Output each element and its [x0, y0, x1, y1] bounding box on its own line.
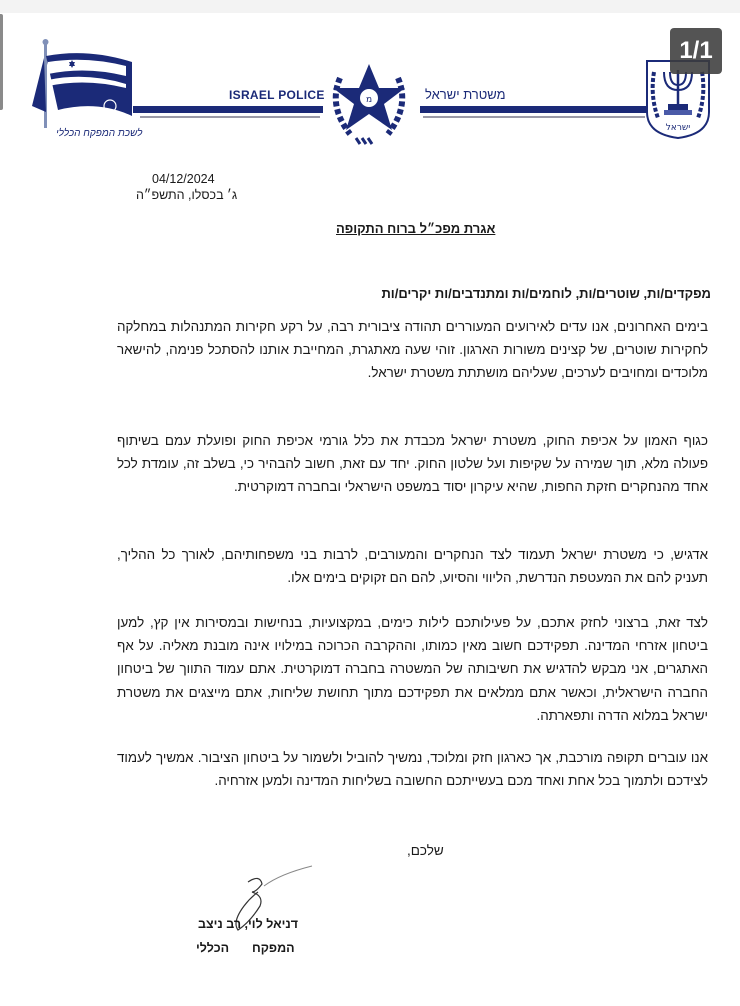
signatory-title-2: הכללי [196, 941, 230, 955]
paragraph-4: לצד זאת, ברצוני לחזק אתכם, על פעילותכם לילות כימים, במקצועיות, בנחישות ובמסירות אין קץ, למען ביטחון אזרחי המדינה. תפקידכם חשוב מאין כמותו, וההקרבה הכרוכה במילויו אינה מובנת מאליה. על אף האתגרים, אני מבקש להדגיש את חשיבותה של המשטרה בחברה דמוקרטית. אתם עמוד התווך של ביטחון החברה הישראלית, וכאשר אתם ממלאים את תפקידכם מתוך תחושת שליחות, אתם מייצגים את משטרת ישראל במלוא הדרה ותפארתה. [117, 615, 708, 723]
paragraph-5: אנו עוברים תקופה מורכבת, אך כארגון חזק ומלוכד, נמשיך להוביל ולשמור על ביטחון הציבור. אמשיך לעמוד לצידכם ולתמוך בכל אחת ואחד מכם בעשייתכם החשובה בשליחות המדינה ולמען אזרחיה. [117, 750, 708, 789]
svg-text:ישראל: ישראל [665, 123, 691, 133]
org-name-en: ISRAEL POLICE [229, 88, 325, 102]
page-counter: 1/1 [670, 28, 722, 74]
police-badge-icon [326, 58, 412, 148]
letterhead-rule-left [133, 106, 323, 113]
closing: שלכם, [407, 843, 444, 858]
date-hebrew: ג׳ בכסלו, התשפ״ה [136, 188, 238, 202]
letterhead-subrule-right [423, 116, 645, 118]
letterhead-rule-right [420, 106, 650, 113]
letterhead-subrule-left [140, 116, 320, 118]
letter-title: אגרת מפכ״ל ברוח התקופה [336, 221, 496, 236]
viewer-top-bar [0, 0, 740, 13]
flag-logo-icon [28, 36, 136, 130]
signatory-title-1: המפקח [252, 941, 295, 955]
viewer-prev-edge[interactable] [0, 14, 3, 110]
paragraph-1: בימים האחרונים, אנו עדים לאירועים המעוררים תהודה ציבורית רבה, על רקע חקירות המתנהלות במחלקה לחקירות שוטרים, של קצינים משורות הארגון. זוהי שעה מאתגרת, המחייבת אותנו להסתכל פנימה, להישאר מלוכדים ומחויבים לערכים, שעליהם מושתתת משטרת ישראל. [117, 319, 708, 381]
office-label: לשכת המפקח הכללי [56, 128, 143, 139]
paragraph-3: אדגיש, כי משטרת ישראל תעמוד לצד הנחקרים והמעורבים, לרבות בני משפחותיהם, לאורך כל ההליך, תעניק להם את המעטפת הנדרשת, הליווי והסיוע, להם הם זקוקים בימים אלו. [117, 547, 708, 586]
salutation: מפקדים/ות, שוטרים/ות, לוחמים/ות ומתנדבים/ות יקרים/ות [381, 286, 711, 301]
date-gregorian: 04/12/2024 [152, 172, 215, 186]
org-name-he: משטרת ישראל [425, 87, 506, 102]
signatory-name: דניאל לוי, רב ניצב [198, 917, 299, 931]
paragraph-2: כגוף האמון על אכיפת החוק, משטרת ישראל מכבדת את כלל גורמי אכיפת החוק ופועלת עמם בשיתוף פעולה מלא, תוך שמירה על שקיפות ועל שלטון החוק. יחד עם זאת, חשוב להבהיר כי, בשלב זה, עומדת לכל אחד מהנחקרים חזקת החפות, שהיא עיקרון יסוד במשפט הישראלי ובחברה דמוקרטית. [117, 433, 708, 495]
svg-text:מ: מ [365, 95, 373, 105]
